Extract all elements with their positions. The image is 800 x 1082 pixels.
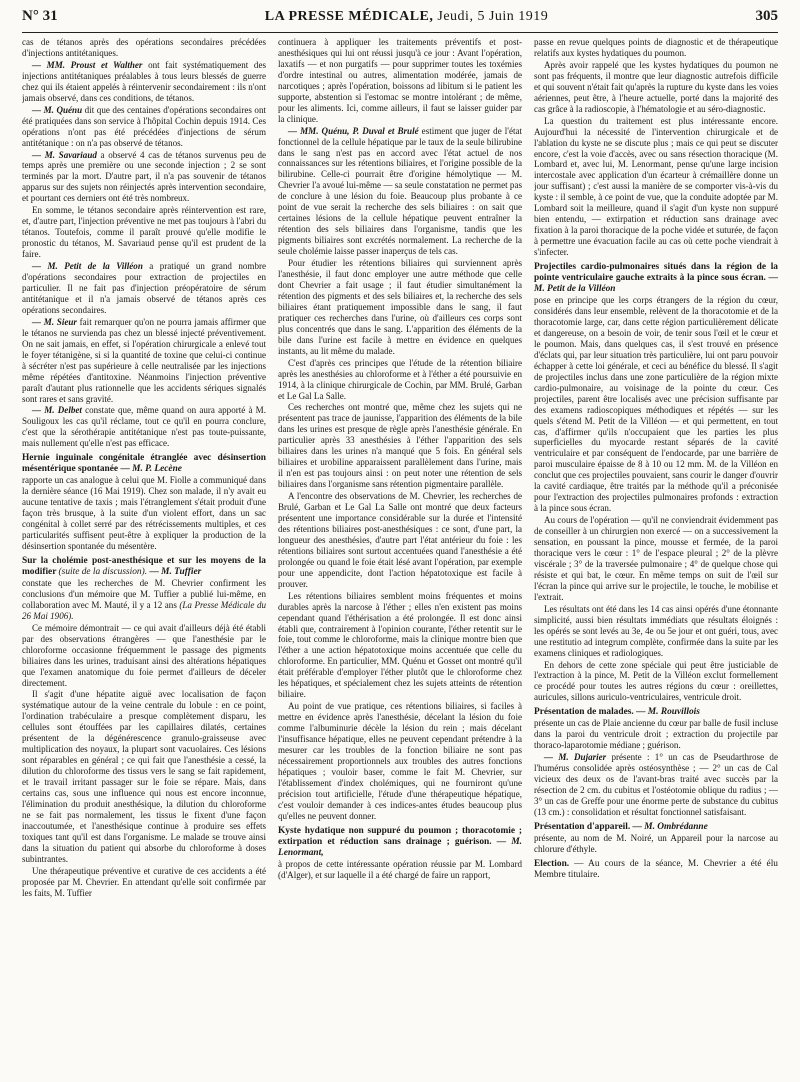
paragraph: Il s'agit d'une hépatite aiguë avec localisation de façon systématique autour de la veine centrale du lobule : en ce point, l'ordination trabéculaire a presque complètement disparu, les cellules sont étouffées par les capillaires dilatés, certaines présentent de la dégénérescence granulo-graisseuse avec multiplication des noyaux, la plupart sont vacuolaires. Ces lésions sont réparables en général ; ce qui fait que l'anesthésie a cessé, la dilution du chloroforme des tissus vers le sang se fait rapidement, et le travail irritant passager sur le foie se répare. Mais, dans certains cas, sous une influence qui nous est encore inconnue, l'élimination du produit anesthésique, la dilution du chloroforme ne se fait pas normalement, les tissus le fixent d'une façon inaccoutumée, et l'anesthésique continue à produire ses effets toxiques tant qu'il est dans l'organisme. Le malade se trouve ainsi dans la situation du patient qui absorbe du chloroforme à doses subintrantes. xyxy=(22,689,266,864)
section-heading xyxy=(534,262,778,295)
paragraph: Les rétentions biliaires semblent moins fréquentes et moins durables après la narcose à l'éther ; elles n'en existent pas moins cependant quand l'éthérisation a été prolongée. Il est donc ainsi établi que, contrairement à l'opinion courante, l'éther retentit sur le foie, tout comme le chloroforme, mais la clinique montre bien que l'éther a une action hépatotoxique moins accentuée que celle du chloroforme. En particulier, MM. Quénu et Gosset ont montré qu'il était préférable d'employer l'éther plutôt que le chloroforme chez les hépatiques, et spécialement chez les sujets atteints de rétention biliaire. xyxy=(278,590,522,700)
author-name: — M. Petit de la Villéon xyxy=(534,273,778,295)
author-name: — M. Lenormant, xyxy=(278,836,522,858)
paragraph: Ce mémoire démontrait — ce qui avait d'ailleurs déjà été établi par des observations étrangères — que l'anesthésie par le chloroforme occasionne fréquemment le passage des pigments biliaires dans les urines, traduisant ainsi des altérations hépatiques que l'examen anatomique du foie permet d'ailleurs de déceler directement. xyxy=(22,622,266,688)
section-heading xyxy=(278,826,522,859)
author-name: — M. Quénu xyxy=(32,104,83,115)
journal-title: LA PRESSE MÉDICALE, xyxy=(264,9,434,24)
paragraph-text: — Au cours de la séance, M. Chevrier a été élu Membre titulaire. xyxy=(534,858,778,880)
section-heading xyxy=(22,453,266,475)
paragraph: cas de tétanos après des opérations secondaires précédées d'injections antitétaniques. xyxy=(22,37,266,58)
section-heading xyxy=(22,556,266,578)
paragraph: à propos de cette intéressante opération réussie par M. Lombard (d'Alger), et sur laquelle il a été chargé de faire un rapport, xyxy=(278,858,522,880)
author-name: — M. Petit de la Villéon xyxy=(32,261,143,272)
section-heading xyxy=(534,859,778,881)
header-rule xyxy=(22,32,778,33)
author-name: — M. Dujarier xyxy=(544,752,607,763)
paragraph xyxy=(22,261,266,316)
heading-text: Présentation d'appareil. xyxy=(534,821,631,832)
paragraph: C'est d'après ces principes que l'étude de la rétention biliaire après les anesthésies au chloroforme et à l'éther a été poursuivie en 1914, à la clinique chirurgicale de Cochin, par MM. Brulé, Garban et Le Gal La Salle. xyxy=(278,357,522,401)
paragraph-text: dit que des centaines d'opérations secondaires ont été pratiquées dans son service à l'hôpital Cochin depuis 1914. Ces opérations n'ont pas été précédées d'injections de sérum antitétanique : on n'a pas observé de tétanos. xyxy=(22,104,266,148)
heading-text: Kyste hydatique non suppuré du poumon ; thoracotomie ; extirpation et réduction sans drainage ; guérison. xyxy=(278,825,522,847)
paragraph: La question du traitement est plus intéressante encore. Aujourd'hui la nécessité de l'intervention chirurgicale et de l'ablation du kyste ne se discute plus ; mais ce qui peut se discuter encore, c'est la voie d'accès, avec ou sans résection thoracique (M. Lombard et, avec lui, M. Lenormant, pense qu'une large incision intercostale avec application d'un écarteur à crémaillère donne un jour suffisant) ; c'est aussi la manière de se comporter vis-à-vis du kyste : il semble, à ce point de vue, que la conduite adoptée par M. Lombard soit la meilleure, quand il s'agit d'un kyste non suppuré bien entendu, — extirpation et réduction sans drainage avec fixation à la paroi thoracique de la poche vidée et suturée, de façon à permettre une évacuation facile au cas où cette poche viendrait à s'infecter. xyxy=(534,115,778,258)
paragraph: présente un cas de Plaie ancienne du cœur par balle de fusil incluse dans la paroi du ventricule droit ; extraction du projectile par thoraco-laparotomie médiane ; guérison. xyxy=(534,718,778,751)
issue-number: N° 31 xyxy=(22,8,58,24)
column-3 xyxy=(534,37,778,1077)
paragraph xyxy=(22,150,266,205)
author-name: — M. Delbet xyxy=(32,405,82,416)
author-name: — MM. Proust et Walther xyxy=(32,59,143,70)
journal-masthead xyxy=(265,9,548,25)
page-number: 305 xyxy=(755,8,778,24)
text-columns xyxy=(22,37,778,1077)
author-name: — MM. Quénu, P. Duval et Brulé xyxy=(288,125,419,136)
paragraph xyxy=(22,60,266,104)
page-header xyxy=(22,8,778,30)
paragraph xyxy=(22,317,266,405)
paragraph: En dehors de cette zone spéciale qui peut être justiciable de l'extraction à la pince, M. Petit de la Villéon exclut formellement ce procédé pour toutes les autres régions du cœur : oreillettes, auricules, sillons auriculo-ventriculaires, ventricule droit. xyxy=(534,659,778,703)
paragraph-text: estiment que juger de l'état fonctionnel de la cellule hépatique par le taux de la seule bilirubine dans le sang n'est pas en accord avec l'état actuel de nos connaissances sur les rétentions biliaires, et l'origine possible de la bilirubine. Celle-ci pourrait être d'origine hémolytique — M. Chevrier l'a avoué lui-même — sa seule constatation ne permet pas de conclure à une lésion du foie. Beaucoup plus probante à ce point de vue serait la recherche des sels biliaires : on sait que certaines lésions de la cellule hépatique peuvent entraîner la rétention des sels biliaires dans l'organisme, tandis que les pigments biliaires sont excrétés normalement. La recherche de la seule cholémie laisse passer inaperçus de tels cas. xyxy=(278,125,522,257)
paragraph-text: a pratiqué un grand nombre d'opérations secondaires pour extraction de projectiles en particulier. Il ne fait pas d'injection préopératoire de sérum antitétanique et il n'a jamais observé de tétanos après ces opérations secondaires. xyxy=(22,261,266,315)
paragraph xyxy=(278,126,522,257)
paragraph-text: a observé 4 cas de tétanos survenus peu de temps après une première ou une seconde injection ; 2 se sont terminés par la mort. D'autre part, il n'a pas souvenir de tétanos apparus sur des sujets non réinjectés après intervention secondaire, et pourtant ces derniers ont été très nombreux. xyxy=(22,149,266,204)
citation: (La Presse Médicale du 26 Mai 1906). xyxy=(22,599,266,621)
paragraph: rapporte un cas analogue à celui que M. Fiolle a communiqué dans la dernière séance (16 Mai 1919). Chez son malade, il n'y avait eu aucune tentative de taxis ; mais l'étranglement s'était produit d'une façon très brusque, à la suite d'un violent effort, dans un sac congénital à collet serré par des rétrécissements multiples, et ces particularités suffisent peut-être à expliquer la production de la désinsertion spontanée du mésentère. xyxy=(22,475,266,551)
paragraph: Après avoir rappelé que les kystes hydatiques du poumon ne sont pas fréquents, il montre que leur diagnostic autrefois difficile et qui souvent n'était fait qu'après la rupture du kyste dans les voies aériennes, peut être, à l'heure actuelle, porté dans la majorité des cas grâce à la radioscopie, à l'hématologie et au séro-diagnostic. xyxy=(534,59,778,114)
paragraph: pose en principe que les corps étrangers de la région du cœur, considérés dans leur ensemble, relèvent de la thoracotomie et de la thoracotomie large, car, dans cette région particulièrement délicate et dangereuse, on a besoin de voir, de tenir sous l'œil et le cœur et le poumon. Mais, dans quelques cas, il s'est trouvé en présence d'éclats qui, par leur situation très particulière, lui ont paru pouvoir échapper à cette loi générale, et ceci au bénéfice du blessé. Il s'agit de projectiles inclus dans une zone particulière de la région mixte cardio-pulmonaire, au voisinage de la pointe du cœur. Ces projectiles, parent être localisés avec une précision suffisante par des examens radioscopiques méthodiques et répétés — sur les quels s'étend M. Petit de la Villéon — et qui permettent, en tout cas, d'affirmer qu'ils n'occupaient que les parties les plus superficielles du myocarde restant séparés de la cavité ventriculaire et par conséquent de l'endocarde, par une barrière de paroi musculaire épaisse de 8 à 10 ou 12 mm. M. de la Villéon en conclut que ces projectiles pouvaient, sans courir le danger d'ouvrir la cavité cardiaque, être traités par la méthode qu'il a préconisée pour l'extraction des projectiles pulmonaires profonds : extraction à la pince sous écran. xyxy=(534,295,778,514)
paragraph-text: présente : 1° un cas de Pseudarthrose de l'humérus consolidée après ostéosynthèse ; — 2° un cas de Cal vicieux des deux os de l'avant-bras traité avec succès par la résection de 2 cm. du cubitus et l'ostéotomie oblique du radius ; — 3° un cas de Greffe pour une énorme perte de substance du cubitus (13 cm.) : consolidation et résultat fonctionnel satisfaisant. xyxy=(534,752,778,817)
section-heading xyxy=(534,707,778,718)
column-2 xyxy=(278,37,522,1077)
paragraph: A l'encontre des observations de M. Chevrier, les recherches de Brulé, Garban et Le Gal La Salle ont montré que deux facteurs présentent une importance considérable sur la durée et l'intensité des rétentions biliaires post-anesthésiques : ce sont, d'une part, la longueur des anesthésies, d'autre part l'état antérieur du foie : les rétentions biliaires sont surtout accentuées quand l'anesthésie a été prolongée ou quand le foie était lésé avant l'opération, par exemple pour une appendicite, dont l'action hépatotoxique est facile à prouver. xyxy=(278,491,522,589)
heading-text: Sur la cholémie post-anesthésique et sur les moyens de la modifier xyxy=(22,555,266,577)
paragraph-text: constate que les recherches de M. Chevrier confirment les conclusions d'un mémoire que M. Tuffier a publié lui-même, en collaboration avec M. Mauté, il y a 12 ans xyxy=(22,577,266,610)
author-name: — M. Savariaud xyxy=(32,149,97,160)
paragraph: passe en revue quelques points de diagnostic et de thérapeutique relatifs aux kystes hydatiques du poumon. xyxy=(534,37,778,58)
heading-subtitle: (suite de la discussion). xyxy=(58,566,148,577)
paragraph xyxy=(534,752,778,818)
author-name: — M. P. Lecène xyxy=(120,464,182,475)
heading-text: Projectiles cardio-pulmonaires situés dans la région de la pointe ventriculaire gauche extraits à la pince sous écran. xyxy=(534,262,778,284)
paragraph xyxy=(22,578,266,622)
paragraph: Les résultats ont été dans les 14 cas ainsi opérés d'une étonnante simplicité, aussi bien résultats immédiats que résultats éloignés : les opérés se sont levés au 3e, 4e ou 5e jour et ont guéri, tous, avec une restitutio ad integrum complète, confirmée dans la suite par les examens cliniques et radiologiques. xyxy=(534,603,778,658)
author-name: — M. Rouvillois xyxy=(636,707,700,718)
paragraph: Pour étudier les rétentions biliaires qui surviennent après l'anesthésie, il faut donc employer une autre méthode que celle dont Chevrier a fait usage ; il faut étudier simultanément la rétention des pigments et des sels biliaires et, la recherche des sels biliaires étant pratiquement impossible dans le sang, il faut pratiquer ces recherches dans l'urine, où d'ailleurs ces corps sont plus concentrés que dans le sang. L'apparition des éléments de la bile dans l'urine est facile à mettre en évidence en quelques instants, au lit même du malade. xyxy=(278,258,522,356)
paragraph-text: ont fait systématiquement des injections antitétaniques préalables à tous leurs blessés de guerre chez qui ils étaient appelés à réintervenir secondairement : ils n'ont jamais observé, dans ces conditions, de tétanos. xyxy=(22,59,266,103)
author-name: — M. Sieur xyxy=(32,316,77,327)
heading-text: Election. xyxy=(534,858,570,869)
paragraph: Au point de vue pratique, ces rétentions biliaires, si faciles à mettre en évidence après l'anesthésie, décelant la lésion du foie comme l'albuminurie décèle la lésion du rein ; mais décelant l'insuffisance hépatique, elles ne peuvent cependant prétendre à la mesurer car les troubles de la fonction biliaire ne sont pas nécessairement proportionnels aux troubles des autres fonctions hépatiques ; vouloir baser, comme le fait M. Chevrier, sur l'établissement d'index cholémiques, qui ne fourniront qu'une précision tout artificielle, l'étude d'une thérapeutique hépatique, c'est vouloir demander à ces indices-antes études beaucoup plus qu'elles ne peuvent donner. xyxy=(278,701,522,821)
paragraph: Une thérapeutique préventive et curative de ces accidents a été proposée par M. Chevrier. En attendant qu'elle soit confirmée par les faits, M. Tuffier xyxy=(22,865,266,898)
paragraph-text: fait remarquer qu'on ne pourra jamais affirmer que le tétanos ne survienda pas chez un blessé injecté préventivement. On ne sait jamais, en effet, si l'opération chirurgicale a enlevé tout le foyer tétanigène, si si la quantité de toxine que celui-ci continue à sécréter n'est pas supérieure à celle neutralisée par les injections même répétées d'antitoxine. Néanmoins l'injection préventive paraît d'autant plus rationnelle que les accidents sériques signalés sont rares et sans gravité. xyxy=(22,316,266,404)
author-name: — M. Tuffier xyxy=(149,566,202,577)
author-name: — M. Ombrédanne xyxy=(632,821,708,832)
heading-text: Présentation de malades. xyxy=(534,707,634,718)
issue-date: Jeudi, 5 Juin 1919 xyxy=(437,9,549,24)
column-1 xyxy=(22,37,266,1077)
paragraph: Au cours de l'opération — qu'il ne conviendrait évidemment pas de conseiller à un chirurgien non exercé — on a successivement la sensation, en poussant la pince, mousse et fermée, de la paroi thoracique vers le cœur : 1° de l'espace pleural ; 2° de la plèvre viscérale ; 3° de la traversée pulmonaire ; 4° de quelque chose qui résiste et qui bat, le cœur. En même temps on suit de l'œil sur l'écran la pince qui arrive sur le projectile, le touche, le mobilise et l'extrait. xyxy=(534,515,778,602)
paragraph: présente, au nom de M. Noiré, un Appareil pour la narcose au chlorure d'éthyle. xyxy=(534,832,778,854)
heading-text: Hernie inguinale congénitale étranglée avec désinsertion mésentérique spontanée xyxy=(22,453,266,475)
paragraph-text: constate que, même quand on aura apporté à M. Souligoux les cas qu'il réclame, tout ce qu'il en pourra conclure, c'est que la sérothérapie antitétanique n'est pas toute-puissante, mais nullement qu'elle n'est pas efficace. xyxy=(22,405,266,449)
section-heading xyxy=(534,822,778,833)
paragraph xyxy=(22,105,266,149)
paragraph: Ces recherches ont montré que, même chez les sujets qui ne présentent pas trace de jaunisse, l'apparition des éléments de la bile dans les urines est presque de règle après l'anesthésie générale. En particulier après 33 anesthésies à l'éther l'apparition des sels biliaires dans les urines n'a manqué que 5 fois. En général sels biliaires et urobiline apparaissent parallèlement dans l'urine, mais il n'en est pas toujours ainsi : on peut noter une rétention de sels biliaires dans l'organisme sans rétention pigmentaire parallèle. xyxy=(278,402,522,490)
paragraph xyxy=(22,405,266,449)
paragraph: continuera à appliquer les traitements préventifs et post-anesthésiques qui lui ont réussi jusqu'à ce jour : Avant l'opération, laxatifs — et non purgatifs — pour supprimer toutes les toxémies d'ordre intestinal ou autres, alimentation modérée, jamais de narcotiques ; après l'opération, boissons ad libitum si le patient les supporte, abstention si l'estomac se montre intolérant ; de même, pour les aliments. Ici, comme ailleurs, il faut se laisser guider par la clinique. xyxy=(278,37,522,124)
paragraph: En somme, le tétanos secondaire après réintervention est rare, et, d'autre part, l'injection préventive ne met pas toujours à l'abri du tétanos. Toutefois, comme il paraît prouvé qu'elle modifie le pronostic du tétanos, M. Savariaud pense qu'il est prudent de la faire. xyxy=(22,205,266,260)
